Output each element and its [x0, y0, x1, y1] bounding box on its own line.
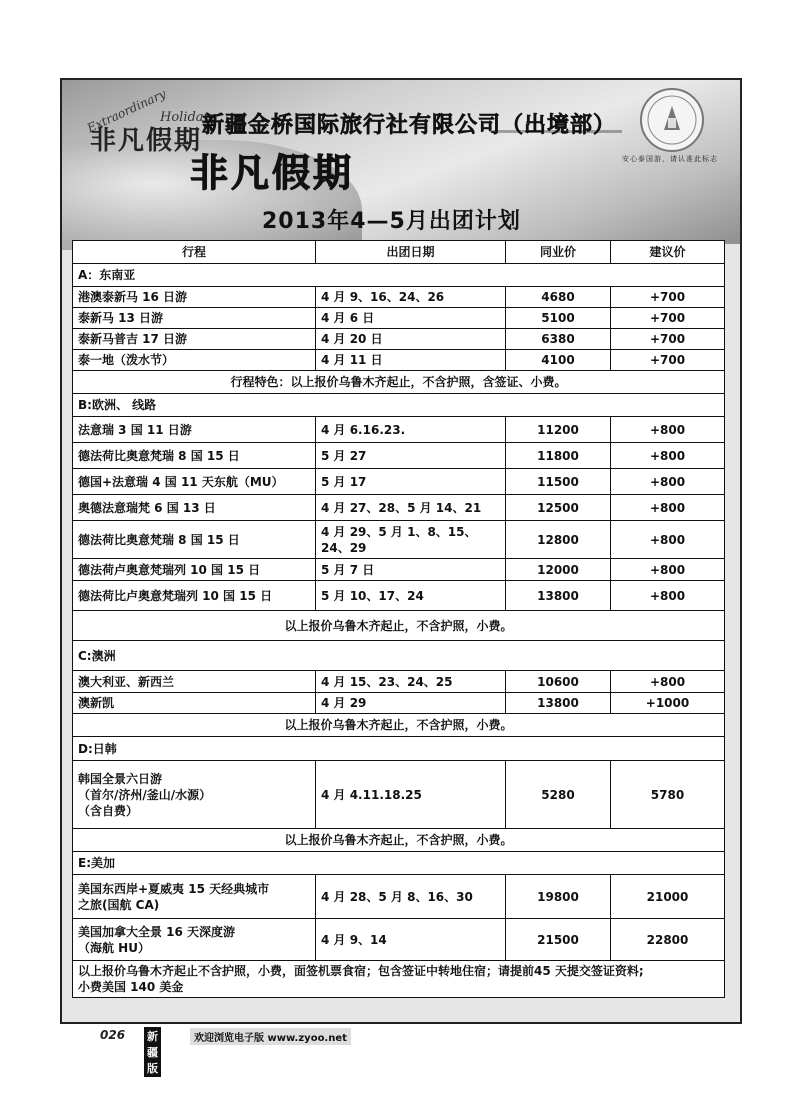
suggest-cell: +800 [611, 581, 725, 611]
brand-logo [82, 86, 218, 158]
route-cell: 奥德法意瑞梵 6 国 13 日 [73, 495, 316, 521]
section-note-b: 以上报价乌鲁木齐起止，不含护照，小费。 [73, 611, 725, 641]
date-cell: 4 月 11 日 [316, 350, 506, 371]
route-cell: 德国+法意瑞 4 国 11 天东航（MU） [73, 469, 316, 495]
price-cell: 21500 [506, 919, 611, 961]
price-cell: 10600 [506, 671, 611, 693]
website-note: 欢迎浏览电子版 www.zyoo.net [190, 1028, 351, 1045]
section-note-a: 行程特色：以上报价乌鲁木齐起止，不含护照，含签证、小费。 [73, 371, 725, 394]
suggest-cell: +800 [611, 559, 725, 581]
price-cell: 11800 [506, 443, 611, 469]
table-row [73, 875, 725, 919]
section-title-c: C:澳洲 [73, 641, 725, 671]
logo-english-2: Holidays [160, 110, 218, 125]
tour-table [72, 240, 725, 998]
route-cell [73, 875, 316, 919]
date-cell: 4 月 4.11.18.25 [316, 761, 506, 829]
route-cell [73, 761, 316, 829]
route-line-3: （含自费） [78, 803, 139, 818]
price-cell: 4100 [506, 350, 611, 371]
table-row [73, 761, 725, 829]
plan-title: 2013年4—5月出团计划 [262, 209, 521, 234]
date-cell: 5 月 7 日 [316, 559, 506, 581]
table-row [73, 495, 725, 521]
date-cell: 4 月 6 日 [316, 308, 506, 329]
page-number: 026 [100, 1028, 126, 1042]
route-line-1: 美国东西岸+夏威夷 15 天经典城市 [78, 881, 270, 896]
table-header-row [73, 241, 725, 264]
suggest-cell: +800 [611, 417, 725, 443]
section-title-d: D:日韩 [73, 737, 725, 761]
table-row [73, 287, 725, 308]
route-line-2: （海航 HU） [78, 940, 150, 955]
table-row [73, 671, 725, 693]
route-cell: 德法荷卢奥意梵瑞列 10 国 15 日 [73, 559, 316, 581]
table-row [73, 329, 725, 350]
price-cell: 12000 [506, 559, 611, 581]
route-cell: 澳新凯 [73, 693, 316, 714]
suggest-cell: 21000 [611, 875, 725, 919]
route-cell: 德法荷比奥意梵瑞 8 国 15 日 [73, 521, 316, 559]
suggest-cell: 5780 [611, 761, 725, 829]
route-line-1: 美国加拿大全景 16 天深度游 [78, 924, 236, 939]
route-line-2: 之旅(国航 CA) [78, 897, 160, 912]
price-cell: 12800 [506, 521, 611, 559]
table-row [73, 417, 725, 443]
brochure-page [60, 78, 742, 1024]
section-note-d: 以上报价乌鲁木齐起止，不含护照，小费。 [73, 829, 725, 852]
price-cell: 11500 [506, 469, 611, 495]
logo-english-1: Extraordinary [85, 86, 169, 136]
table-row [73, 919, 725, 961]
suggest-cell: +700 [611, 308, 725, 329]
route-line-1: 韩国全景六日游 [78, 771, 163, 786]
section-title-a: A：东南亚 [73, 264, 725, 287]
date-cell: 4 月 20 日 [316, 329, 506, 350]
price-cell: 11200 [506, 417, 611, 443]
price-cell: 13800 [506, 693, 611, 714]
note-line-1: 以上报价乌鲁木齐起止不含护照，小费，面签机票食宿；包含签证中转地住宿；请提前45 天提交签证资料; [78, 964, 644, 978]
table-row [73, 469, 725, 495]
seal-icon [640, 88, 704, 152]
suggest-cell: +800 [611, 521, 725, 559]
col-header-date: 出团日期 [316, 241, 506, 264]
note-line-2: 小费美国 140 美金 [78, 980, 184, 994]
header-banner [62, 80, 740, 244]
route-cell: 澳大利亚、新西兰 [73, 671, 316, 693]
table-row [73, 443, 725, 469]
price-cell: 4680 [506, 287, 611, 308]
price-cell: 12500 [506, 495, 611, 521]
logo-chinese: 非凡假期 [90, 126, 203, 156]
price-cell: 13800 [506, 581, 611, 611]
suggest-cell: +700 [611, 329, 725, 350]
brand-title: 非凡假期 [190, 151, 355, 195]
price-cell: 19800 [506, 875, 611, 919]
route-line-2: （首尔/济州/釜山/水源） [78, 787, 212, 802]
suggest-cell: +700 [611, 287, 725, 308]
section-title-e: E:美加 [73, 852, 725, 875]
date-cell: 4 月 6.16.23. [316, 417, 506, 443]
suggest-cell: +800 [611, 495, 725, 521]
date-cell: 4 月 28、5 月 8、16、30 [316, 875, 506, 919]
price-cell: 6380 [506, 329, 611, 350]
suggest-cell: +700 [611, 350, 725, 371]
date-cell: 5 月 27 [316, 443, 506, 469]
price-cell: 5280 [506, 761, 611, 829]
section-note-c: 以上报价乌鲁木齐起止，不含护照，小费。 [73, 714, 725, 737]
price-cell: 5100 [506, 308, 611, 329]
suggest-cell: +1000 [611, 693, 725, 714]
route-cell: 德法荷比卢奥意梵瑞列 10 国 15 日 [73, 581, 316, 611]
route-cell: 港澳泰新马 16 日游 [73, 287, 316, 308]
date-cell: 4 月 15、23、24、25 [316, 671, 506, 693]
table-row [73, 521, 725, 559]
date-cell: 4 月 9、14 [316, 919, 506, 961]
table-row [73, 308, 725, 329]
col-header-suggest: 建议价 [611, 241, 725, 264]
table-row [73, 559, 725, 581]
edition-badge: 新疆版 [144, 1027, 161, 1077]
route-cell: 泰新马普吉 17 日游 [73, 329, 316, 350]
col-header-route: 行程 [73, 241, 316, 264]
date-cell: 4 月 9、16、24、26 [316, 287, 506, 308]
date-cell: 4 月 29、5 月 1、8、15、24、29 [316, 521, 506, 559]
table-row [73, 581, 725, 611]
section-note-e [73, 961, 725, 998]
suggest-cell: +800 [611, 443, 725, 469]
suggest-cell: 22800 [611, 919, 725, 961]
route-cell: 法意瑞 3 国 11 日游 [73, 417, 316, 443]
route-cell: 泰一地（泼水节） [73, 350, 316, 371]
seal-caption: 安心泰国游，请认准此标志 [622, 155, 718, 163]
suggest-cell: +800 [611, 469, 725, 495]
date-cell: 5 月 17 [316, 469, 506, 495]
table-row [73, 693, 725, 714]
date-cell: 5 月 10、17、24 [316, 581, 506, 611]
suggest-cell: +800 [611, 671, 725, 693]
route-cell [73, 919, 316, 961]
date-cell: 4 月 27、28、5 月 14、21 [316, 495, 506, 521]
col-header-price: 同业价 [506, 241, 611, 264]
section-title-b: B:欧洲、 线路 [73, 394, 725, 417]
table-row [73, 350, 725, 371]
company-name: 新疆金桥国际旅行社有限公司（出境部） [202, 113, 617, 138]
route-cell: 泰新马 13 日游 [73, 308, 316, 329]
date-cell: 4 月 29 [316, 693, 506, 714]
route-cell: 德法荷比奥意梵瑞 8 国 15 日 [73, 443, 316, 469]
